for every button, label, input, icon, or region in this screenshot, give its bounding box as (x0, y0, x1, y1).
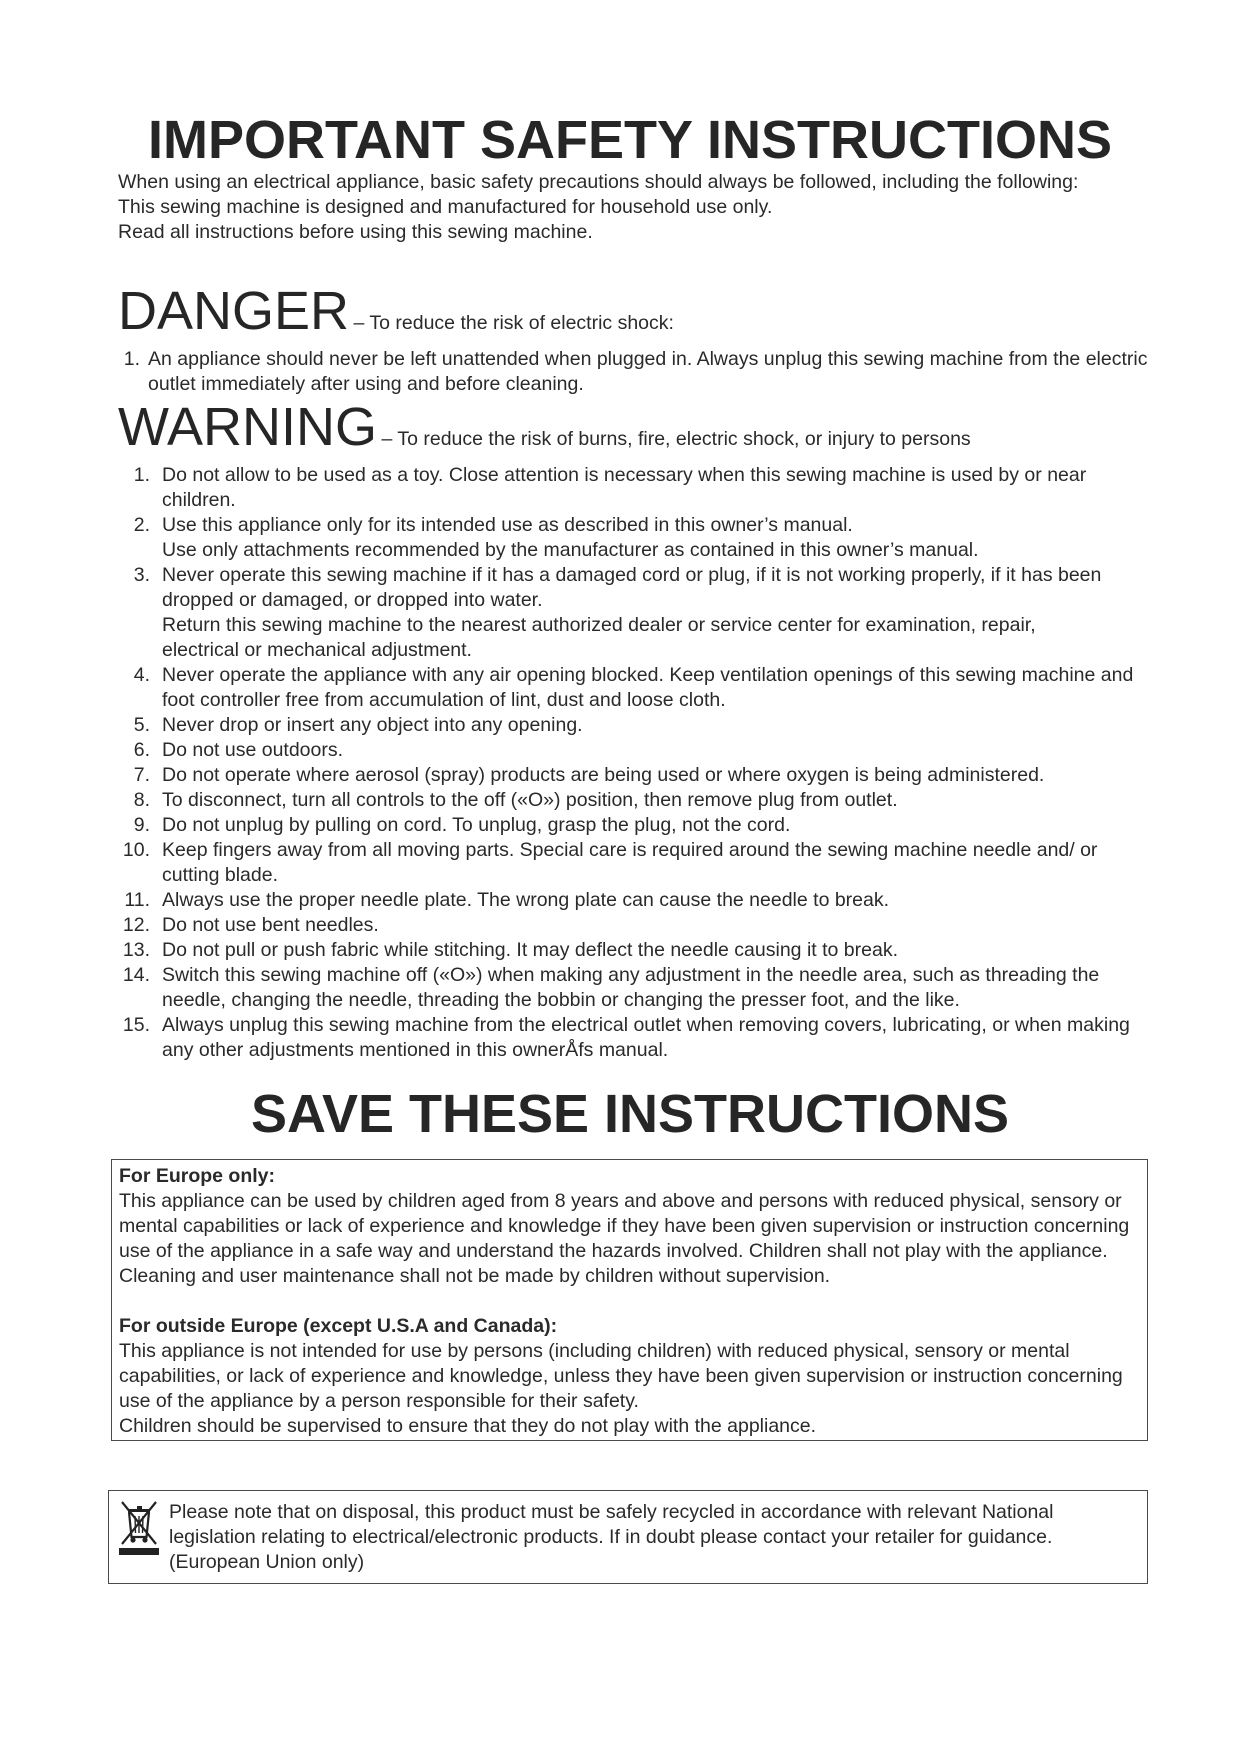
intro-section (118, 170, 1118, 245)
item-text: Do not unplug by pulling on cord. To unplug, grasp the plug, not the cord. (162, 814, 791, 836)
item-number: 4. (133, 664, 150, 686)
item-number: 7. (133, 764, 150, 786)
item-text: Always use the proper needle plate. The wrong plate can cause the needle to break. (162, 889, 890, 911)
item-number: 1. (123, 348, 140, 370)
disposal-text-continued: (European Union only) (169, 1551, 365, 1573)
outside-europe-heading: For outside Europe (except U.S.A and Canada): (119, 1315, 558, 1337)
danger-list (118, 347, 1148, 397)
intro-line: When using an electrical appliance, basic safety precautions should always be followed, including the following: (118, 171, 1079, 193)
item-text: Do not operate where aerosol (spray) products are being used or where oxygen is being administered. (162, 764, 1045, 786)
disposal-notice-box (108, 1490, 1148, 1584)
item-number: 9. (133, 814, 150, 836)
list-item (118, 913, 1158, 938)
item-text: To disconnect, turn all controls to the off («O») position, then remove plug from outlet. (162, 789, 898, 811)
intro-line: This sewing machine is designed and manufactured for household use only. (118, 196, 773, 218)
outside-europe-text-continued: Children should be supervised to ensure that they do not play with the appliance. (119, 1415, 817, 1437)
item-number: 14. (122, 964, 150, 986)
intro-line: Read all instructions before using this sewing machine. (118, 221, 593, 243)
list-item (118, 347, 1148, 397)
list-item (118, 563, 1158, 663)
item-text-continued: Use only attachments recommended by the manufacturer as contained in this owner’s manual. (162, 539, 979, 561)
list-item (118, 963, 1158, 1013)
warning-subheading: – To reduce the risk of burns, fire, electric shock, or injury to persons (381, 428, 971, 450)
item-text: Do not use outdoors. (162, 739, 344, 761)
item-number: 1. (133, 464, 150, 486)
disposal-text: Please note that on disposal, this product must be safely recycled in accordance with relevant National legislation relating to electrical/electronic products. If in doubt please contact your retailer for guidance. (169, 1501, 1054, 1548)
europe-notice-box (111, 1159, 1148, 1441)
danger-label: DANGER (118, 281, 350, 341)
danger-heading (118, 283, 674, 339)
warning-label: WARNING (118, 397, 377, 457)
list-item (118, 463, 1158, 513)
item-text: Do not pull or push fabric while stitching. It may deflect the needle causing it to break. (162, 939, 898, 961)
item-number: 6. (133, 739, 150, 761)
item-text: Never operate this sewing machine if it has a damaged cord or plug, if it is not working properly, if it has been dropped or damaged, or dropped into water. (162, 564, 1102, 611)
danger-subheading: – To reduce the risk of electric shock: (353, 312, 674, 334)
item-text-continued: Return this sewing machine to the nearest authorized dealer or service center for examination, repair, electrical or mechanical adjustment. (162, 614, 1036, 661)
europe-text: This appliance can be used by children aged from 8 years and above and persons with reduced physical, sensory or mental capabilities or lack of experience and knowledge if they have been given supervision or instruction concerning use of the appliance in a safe way and understand the hazards involved. Children shall not play with the appliance. Cleaning and user maintenance shall not be made by children without supervision. (119, 1190, 1130, 1287)
list-item (118, 713, 1158, 738)
list-item (118, 888, 1158, 913)
item-number: 2. (133, 514, 150, 536)
item-text: Do not use bent needles. (162, 914, 379, 936)
crossed-out-wheelie-bin-icon (119, 1499, 159, 1557)
item-text: An appliance should never be left unattended when plugged in. Always unplug this sewing machine from the electric outlet immediately after using and before cleaning. (148, 348, 1148, 395)
item-number: 13. (122, 939, 150, 961)
item-number: 12. (122, 914, 150, 936)
item-number: 3. (133, 564, 150, 586)
list-item (118, 938, 1158, 963)
spacer (119, 1289, 1140, 1314)
page-title: IMPORTANT SAFETY INSTRUCTIONS (147, 110, 1112, 170)
item-text: Never operate the appliance with any air opening blocked. Keep ventilation openings of this sewing machine and foot controller free from accumulation of lint, dust and loose cloth. (162, 664, 1134, 711)
item-number: 15. (122, 1014, 150, 1036)
item-text: Never drop or insert any object into any opening. (162, 714, 583, 736)
item-text: Switch this sewing machine off («O») when making any adjustment in the needle area, such as threading the needle, changing the needle, threading the bobbin or changing the presser foot, and the like. (162, 964, 1100, 1011)
europe-heading: For Europe only: (119, 1165, 275, 1187)
list-item (118, 788, 1158, 813)
item-text: Do not allow to be used as a toy. Close attention is necessary when this sewing machine is used by or near children. (162, 464, 1087, 511)
item-text: Always unplug this sewing machine from the electrical outlet when removing covers, lubricating, or when making any other adjustments mentioned in this ownerÅfs manual. (162, 1014, 1130, 1061)
list-item (118, 763, 1158, 788)
item-number: 5. (133, 714, 150, 736)
save-instructions-title: SAVE THESE INSTRUCTIONS (250, 1084, 1010, 1144)
list-item (118, 1013, 1158, 1063)
list-item (118, 738, 1158, 763)
item-number: 10. (122, 839, 150, 861)
item-text: Keep fingers away from all moving parts. Special care is required around the sewing machine needle and/ or cutting blade. (162, 839, 1098, 886)
list-item (118, 813, 1158, 838)
list-item (118, 838, 1158, 888)
list-item (118, 663, 1158, 713)
list-item (118, 513, 1158, 563)
item-text: Use this appliance only for its intended use as described in this owner’s manual. (162, 514, 853, 536)
warning-heading (118, 399, 971, 455)
item-number: 11. (124, 889, 150, 911)
item-number: 8. (133, 789, 150, 811)
outside-europe-text: This appliance is not intended for use by persons (including children) with reduced physical, sensory or mental capabilities, or lack of experience and knowledge, unless they have been given supervision or instruction concerning use of the appliance by a person responsible for their safety. (119, 1340, 1123, 1412)
warning-list (118, 463, 1158, 1063)
